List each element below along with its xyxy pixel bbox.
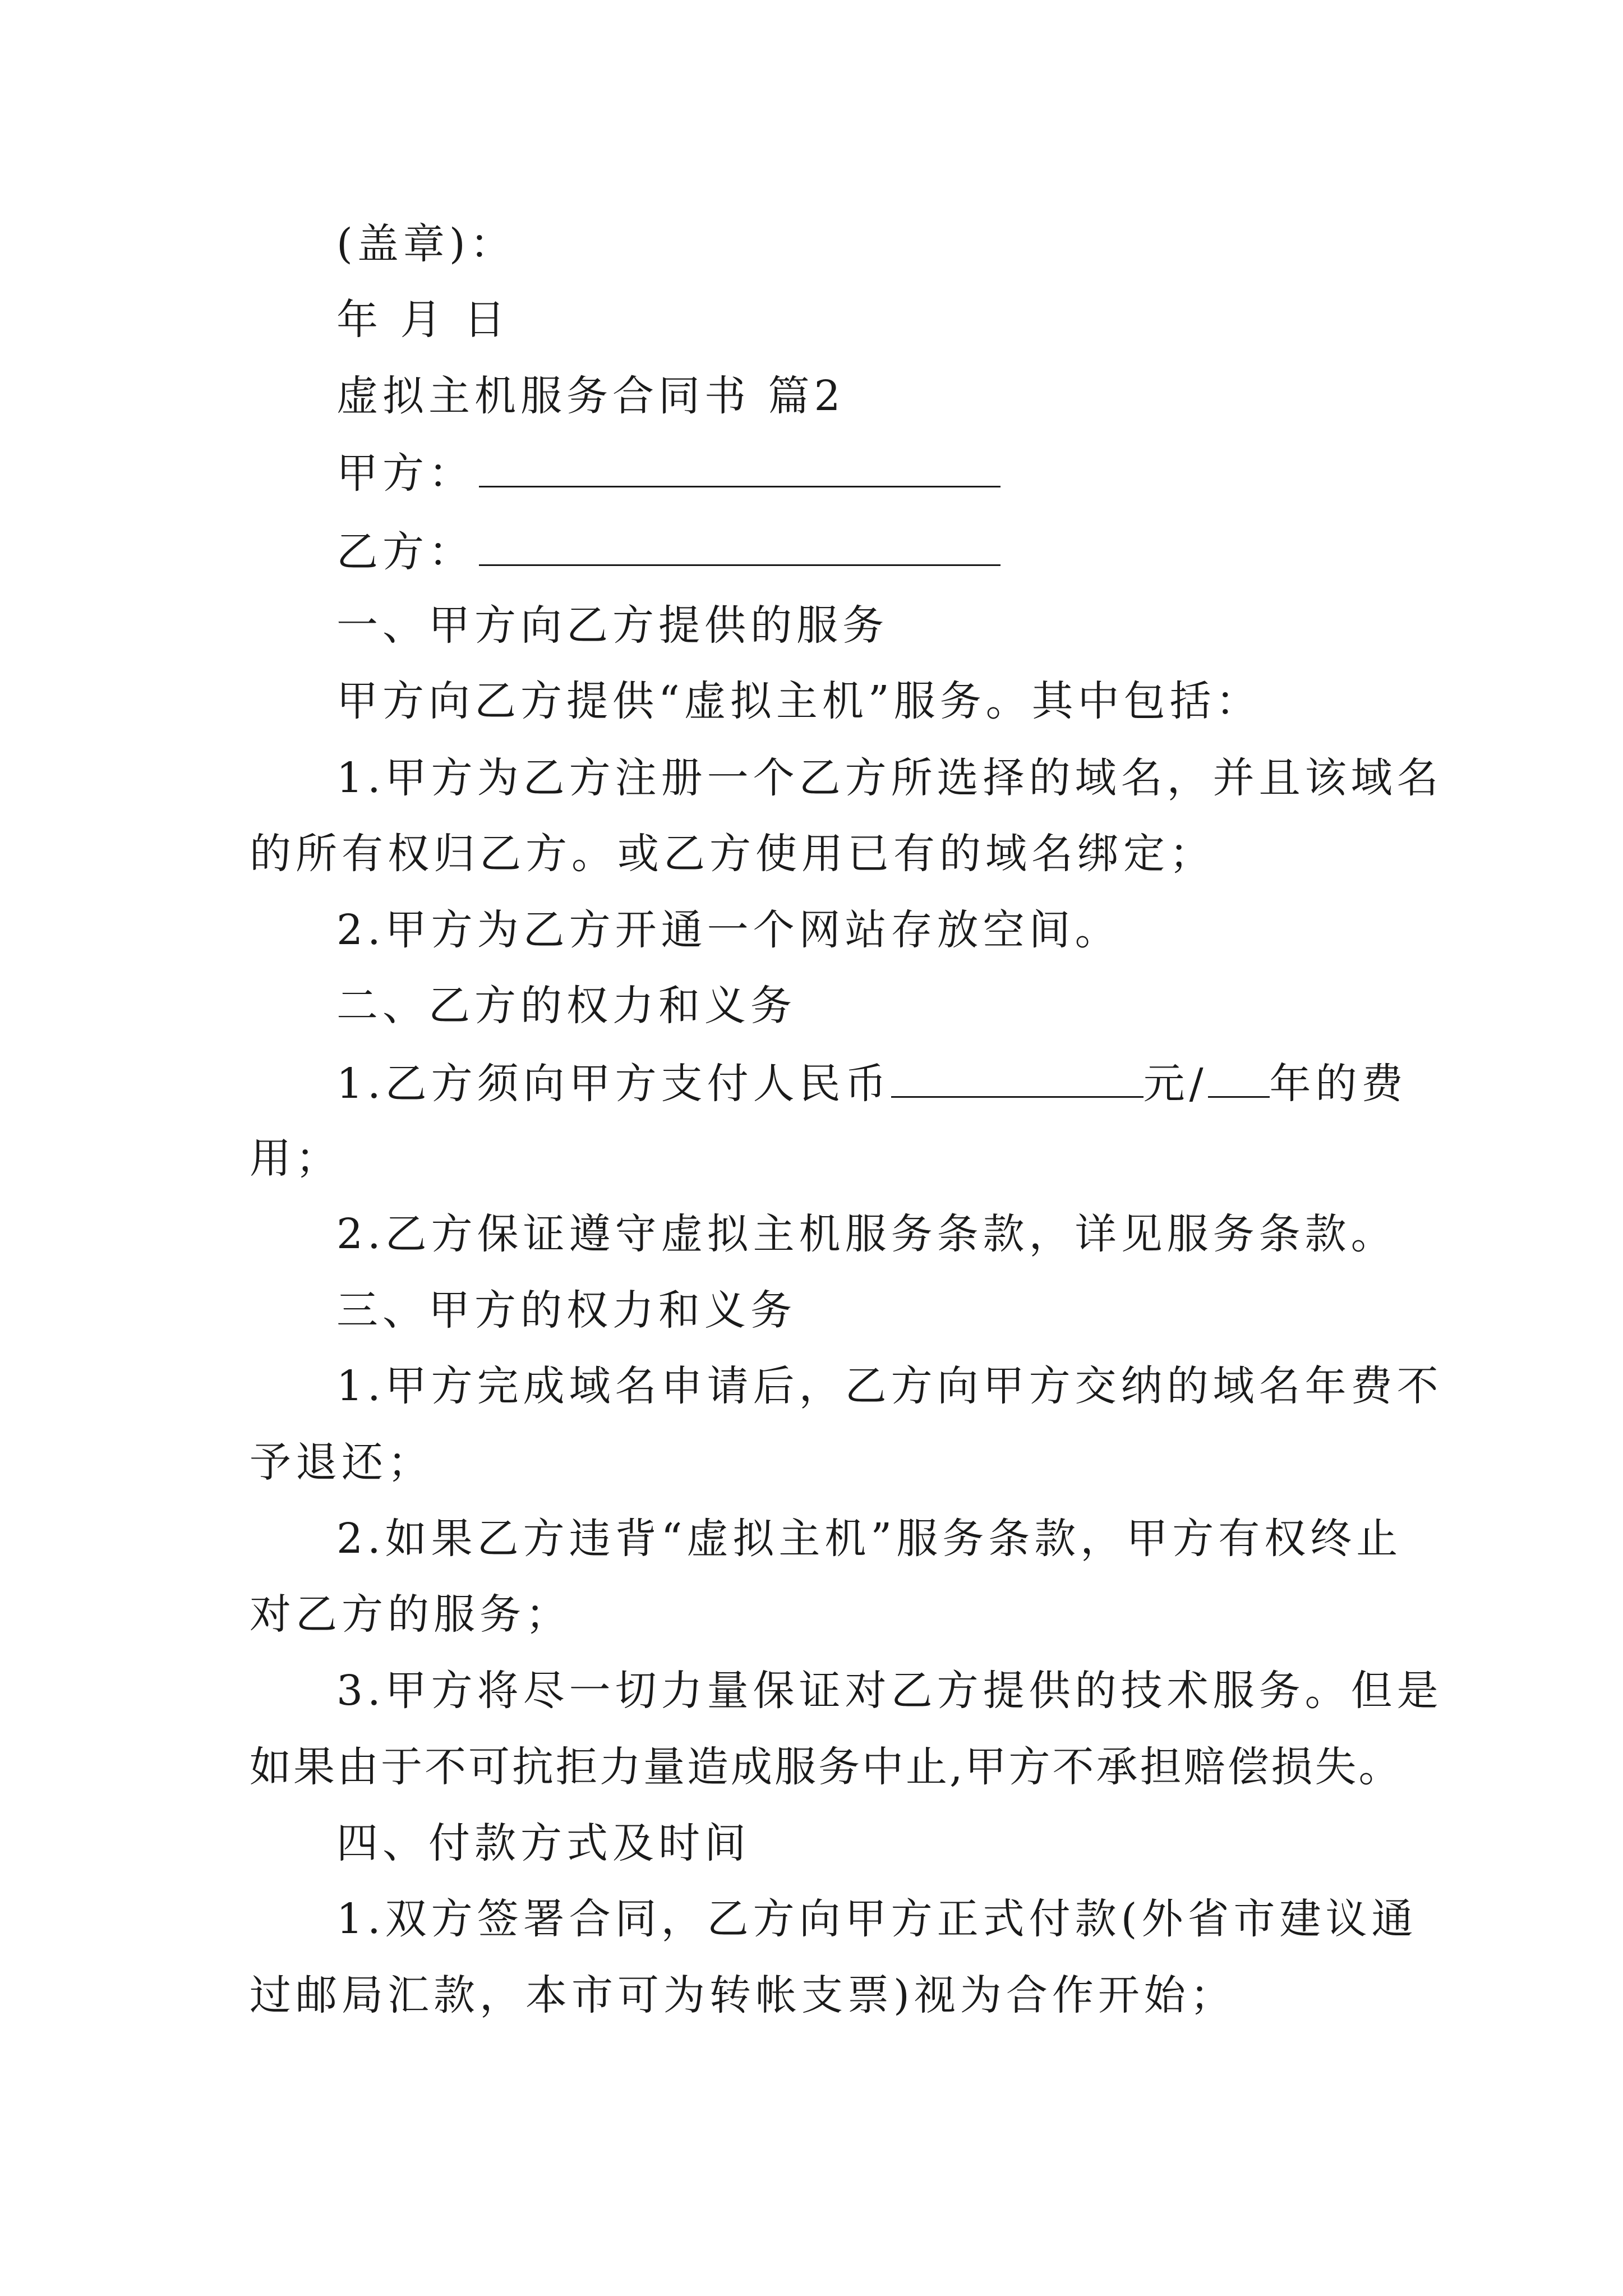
section1-item1-line1: 1.甲方为乙方注册一个乙方所选择的域名，并且该域名 [336, 754, 1443, 802]
party-a-line [336, 449, 1000, 496]
section2-item1-suffix: 年的费 [1269, 1060, 1408, 1108]
party-b-blank [479, 527, 1000, 566]
party-a-label: 甲方： [336, 449, 474, 498]
section1-item1-line2: 的所有权归乙方。或乙方使用已有的域名绑定； [250, 830, 1215, 878]
amount-blank [891, 1059, 1144, 1098]
section2-title: 二、乙方的权力和义务 [336, 982, 796, 1030]
party-b-line [336, 527, 1000, 574]
party-b-label: 乙方： [336, 528, 474, 576]
section1-item2: 2.甲方为乙方开通一个网站存放空间。 [336, 906, 1121, 954]
section2-item1-mid: 元/ [1143, 1060, 1208, 1108]
section4-title: 四、付款方式及时间 [336, 1819, 750, 1867]
section3-item2-line1: 2.如果乙方违背“虚拟主机”服务条款，甲方有权终止 [336, 1515, 1403, 1563]
section2-item1-line1 [336, 1059, 1408, 1106]
date-line: 年 月 日 [336, 296, 510, 344]
section3-item3-line2: 如果由于不可抗拒力量造成服务中止,甲方不承担赔偿损失。 [250, 1743, 1403, 1791]
section3-item1-line1: 1.甲方完成域名申请后，乙方向甲方交纳的域名年费不 [336, 1362, 1443, 1410]
section4-item1-line1: 1.双方签署合同，乙方向甲方正式付款(外省市建议通 [336, 1895, 1418, 1943]
section1-title: 一、甲方向乙方提供的服务 [336, 601, 888, 650]
section2-item2: 2.乙方保证遵守虚拟主机服务条款，详见服务条款。 [336, 1210, 1397, 1258]
section4-item1-line2: 过邮局汇款，本市可为转帐支票)视为合作开始； [250, 1971, 1236, 2019]
stamp-line: (盖章)： [336, 220, 516, 268]
document-title: 虚拟主机服务合同书 篇2 [336, 372, 845, 420]
years-blank [1208, 1059, 1270, 1098]
section1-intro: 甲方向乙方提供“虚拟主机”服务。其中包括： [336, 677, 1262, 725]
section3-item1-line2: 予退还； [250, 1438, 434, 1487]
section2-item1-prefix: 1.乙方须向甲方支付人民币 [336, 1060, 891, 1108]
section3-title: 三、甲方的权力和义务 [336, 1286, 796, 1335]
section2-item1-line2: 用； [250, 1134, 342, 1182]
party-a-blank [479, 449, 1000, 487]
section3-item3-line1: 3.甲方将尽一切力量保证对乙方提供的技术服务。但是 [336, 1667, 1443, 1715]
section3-item2-line2: 对乙方的服务； [250, 1590, 571, 1639]
